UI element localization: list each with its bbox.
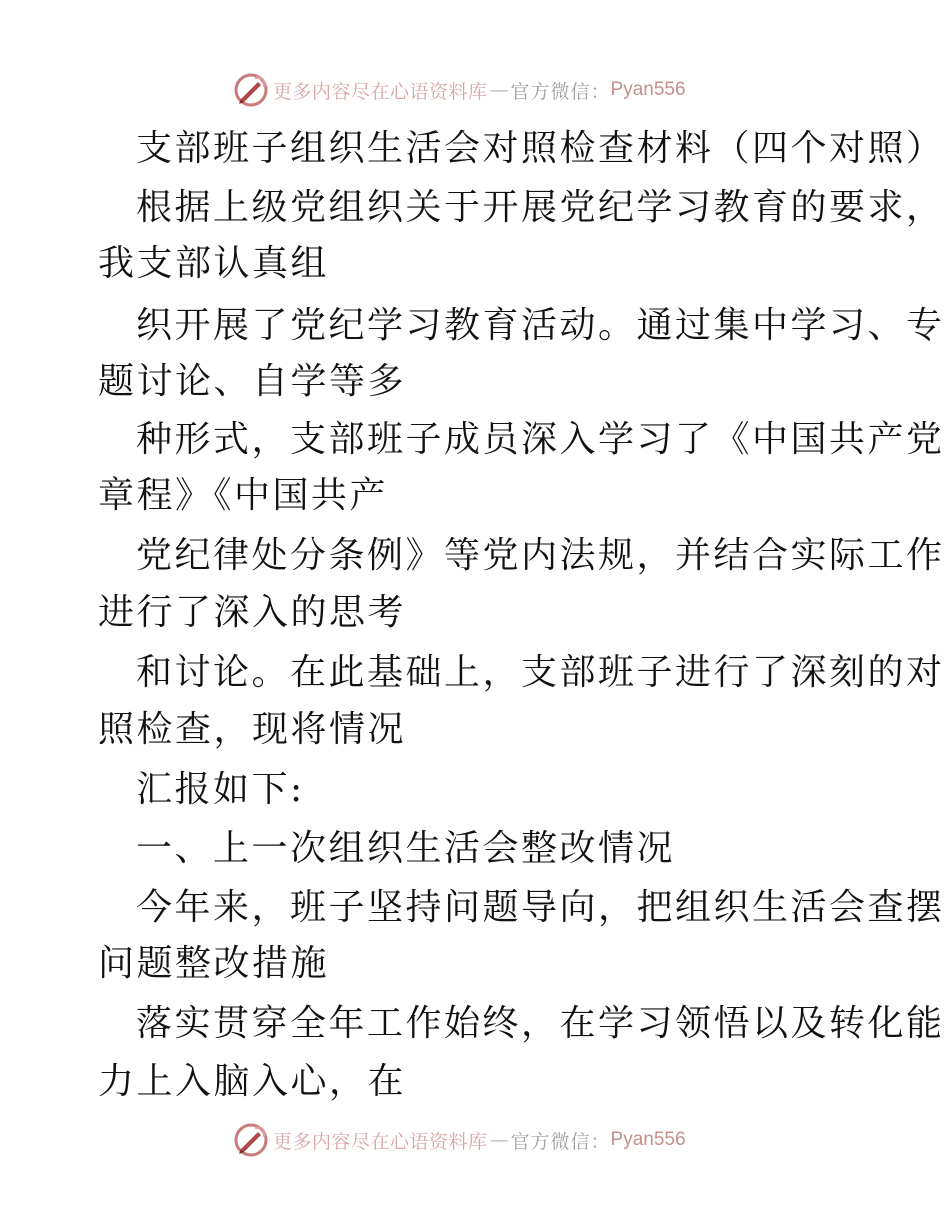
text-line: 力上入脑入心，在 [98,1061,407,1102]
text-line: 章程》《中国共产 [98,475,389,516]
text-line: 问题整改措施 [98,943,330,984]
text-line: 和讨论。在此基础上，支部班子进行了深刻的对 [136,652,945,693]
footer-watermark [233,1122,713,1158]
watermark-dash: — [489,1129,509,1151]
watermark-wechat-id: Pyan556 [610,79,686,100]
header-watermark [233,72,713,108]
document-title: 支部班子组织生活会对照检查材料（四个对照） [136,128,945,169]
watermark-text: 更多内容尽在心语资料库 [273,80,488,103]
watermark-dash: — [489,79,509,101]
section-heading: 一、上一次组织生活会整改情况 [136,828,676,869]
text-line: 题讨论、自学等多 [98,361,407,402]
pen-logo-icon [233,72,269,108]
text-line: 党纪律处分条例》等党内法规，并结合实际工作 [136,535,945,576]
text-line: 进行了深入的思考 [98,592,407,633]
text-line: 织开展了党纪学习教育活动。通过集中学习、专 [136,305,945,346]
text-line: 今年来，班子坚持问题导向，把组织生活会查摆 [136,887,945,928]
watermark-wechat-id: Pyan556 [610,1129,686,1150]
text-line: 根据上级党组织关于开展党纪学习教育的要求， [136,187,945,228]
watermark-text: 更多内容尽在心语资料库 [273,1130,488,1153]
text-line: 落实贯穿全年工作始终，在学习领悟以及转化能 [136,1003,945,1044]
text-line: 我支部认真组 [98,243,330,284]
text-line: 种形式，支部班子成员深入学习了《中国共产党 [136,419,945,460]
pen-logo-icon [233,1122,269,1158]
text-line: 汇报如下: [136,769,305,810]
text-line: 照检查，现将情况 [98,709,407,750]
watermark-official-label: 官方微信： [510,1130,611,1153]
watermark-official-label: 官方微信： [510,80,611,103]
